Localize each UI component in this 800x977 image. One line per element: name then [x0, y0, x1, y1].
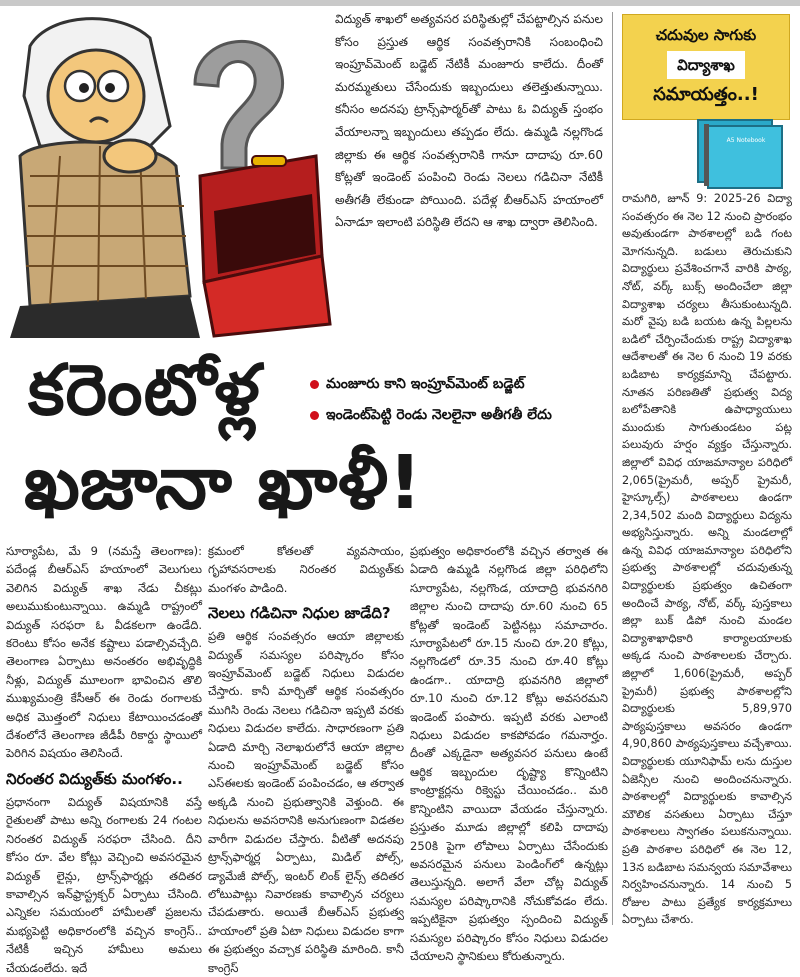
- red-bullet-icon: [310, 411, 319, 420]
- sidebar-title-highlight: విద్యాశాఖ: [667, 51, 745, 79]
- headline-line2: ఖజానా ఖాళీ!: [24, 440, 422, 526]
- col1-paragraph-2: ప్రధానంగా విద్యుత్ విషయానికి వస్తే రైతులతో పాటు అన్ని రంగాలకు 24 గంటల నిరంతర విద్యుత్ సరఫరా చేసింది. దీని కోసం రూ. వేల కోట్లు వెచ్చించి అవసరమైన విద్యుత్ లైన్లు, ట్రాన్స్‌ఫార్మర్లు తదితర కావాల్సిన ఇన్‌ఫ్రాస్ట్రక్చర్ ఏర్పాటు చేసింది. ఎన్నికల సమయంలో హామీలతో ప్రజలను మభ్యపెట్టి అధికారంలోకి వచ్చిన కాంగ్రెస్.. నేటికీ ఇచ్చిన హామీలు అమలు చేయడంలేదు. ఇదే: [6, 794, 202, 975]
- col3-paragraph-1: ప్రభుత్వం అధికారంలోకి వచ్చిన తర్వాత ఈ ఏడాది ఉమ్మడి నల్లగొండ జిల్లా పరిధిలోని సూర్యాపేట, నల్లగొండ, యాదాద్రి భువనగిరి జిల్లాల నుంచి దాదాపు రూ.60 నుంచి 65 కోట్లతో ఇండెంట్ పెట్టినట్లు సమాచారం. సూర్యాపేటలో రూ.15 నుంచి రూ.20 కోట్లు, నల్లగొండలో రూ.35 నుంచి రూ.40 కోట్లు ఉండగా.. యాదాద్రి భువనగిరి జిల్లాలో రూ.10 నుంచి రూ.12 కోట్లు అవసరమని ఇండెంట్ పంపారు. ఇప్పటి వరకు ఎలాంటి నిధులు విడుదల కాకపోవడం గమనార్హం. దీంతో ఎక్కడైనా అత్యవసర పనులు ఉంటే ఆర్థిక ఇబ్బందుల దృష్ట్యా కొన్నింటిని కాంట్రాక్టర్లను రిక్వెస్టు చేయించడం.. మరి కొన్నింటిని వాయిదా వేయడం చేస్తున్నారు. ప్రస్తుతం మూడు జిల్లాల్లో కలిపి దాదాపు 250కి పైగా లోపాలు ఏర్పాటు చేసేందుకు అవసరమైన పనులు పెండింగ్‌లో ఉన్నట్లు తెలుస్తున్నది. అలాగే వేలా చోట్ల విద్యుత్ సమస్యల పరిష్కారానికి నోచుకోవడం లేదు. ఇప్పటికైనా ప్రభుత్వం స్పందించి విద్యుత్ సమస్యల పరిష్కారం కోసం నిధులు విడుదల చేయాలని స్థానికులు కోరుతున్నారు.: [410, 544, 608, 963]
- col1-subheading: నిరంతర విద్యుత్‌కు మంగళం..: [6, 769, 183, 788]
- headline-line1: కరెంటోళ్ల: [28, 349, 261, 431]
- sidebar-title-line2: [623, 49, 789, 81]
- body-column-3: [410, 542, 608, 963]
- sidebar-article-body: రామగిరి, జూన్ 9: 2025-26 విద్యా సంవత్సరం ఈ నెల 12 నుంచి ప్రారంభం అవుతుండగా పాఠశాలల్లో బడి గంట మోగనున్నది. బడులు తెరుచుకుని విద్యార్థులు ప్రవేశించగానే వారికి పాఠ్య, నోట్, వర్క్ బుక్స్ అందించేలా జిల్లా విద్యాశాఖ చర్యలు తీసుకుంటున్నది. మరో వైపు బడి బయట ఉన్న పిల్లలను బడిలో చేర్పించేందుకు రాష్ట్ర విద్యాశాఖ ఆదేశాలతో ఈ నెల 6 నుంచి 19 వరకు బడిబాట కార్యక్రమాన్ని చేపట్టారు. నూతన పరిణతితో ప్రభుత్వ విద్య బలోపేతానికి ఉపాధ్యాయులు ముందుకు సాగుతుండటం పట్ల పలువురు హర్షం వ్యక్తం చేస్తున్నారు. జిల్లాలో వివిధ యాజమాన్యాల పరిధిలో 2,065(ప్రైమరీ, అప్పర్ ప్రైమరీ, హైస్కూల్స్) పాఠశాలలు ఉండగా 2,34,502 మంది విద్యార్థులు విద్యను అభ్యసిస్తున్నారు. అన్ని మండలాల్లో ఉన్న వివిధ యాజమాన్యాల పరిధిలోని ప్రభుత్వ పాఠశాలల్లో చదువుతున్న విద్యార్థులకు ప్రభుత్వం ఉచితంగా అందించే పాఠ్య, నోట్, వర్క్ పుస్తకాలు జిల్లా బుక్ డిపో నుంచి మండల విద్యాశాఖాధికారి కార్యాలయాలకు అక్కడ నుంచి పాఠశాలలకు చేర్చారు. జిల్లాలో 1,606(ప్రైమరీ, అప్పర్ ప్రైమరీ) ప్రభుత్వ పాఠశాలల్లోని విద్యార్థులకు 5,89,970 పాఠ్యపుస్తకాలు అవసరం ఉండగా 4,90,860 పాఠ్యపుస్తకాలు వచ్చేశాయి. విద్యార్థులకు యూనిఫామ్ లను దుస్తుల ఏజెన్సీల నుంచి అందించనున్నారు. పాఠశాలల్లో విద్యార్థులకు కావాల్సిన మౌలిక వసతులు ఏర్పాటు చేస్తూ పాఠశాలలు స్వాగతం పలుకనున్నాయి. ప్రతి పాఠశాల పరిధిలో ఈ నెల 12, 13న బడిబాట సమన్వయ సమావేశాలు నిర్వహించనున్నారు. 14 నుంచి 5 రోజుల పాటు ప్రత్యేక కార్యక్రమాలు ఏర్పాటు చేశారు.: [622, 192, 792, 927]
- body-column-1: [6, 542, 202, 975]
- col1-paragraph-1: సూర్యాపేట, మే 9 (నమస్తే తెలంగాణ): పదేండ్ల బీఆర్ఎస్ హయాంలో వెలుగులు వెలిగిన విద్యుత్ శాఖ నేడు చీకట్లు అలుముకుంటున్నాయి. ఉమ్మడి రాష్ట్రంలో విద్యుత్ సరఫరా ఓ వీడకలగా ఉండేది. కరెంటు కోసం అనేక కష్టాలు పడాల్సివచ్చేది. తెలంగాణ ఏర్పాటు అనంతరం అభివృద్ధికి నీళ్లు, విద్యుత్ మూలంగా భావించిన తొలి ముఖ్యమంత్రి కేసీఆర్ ఈ రెండు రంగాలకు అధిక మొత్తంలో నిధులు కేటాయించడంతో దేశంలోనే తెలంగాణ జీడీపీ రికార్డు స్థాయిలో పెరిగిన విషయం తెలిసిందే.: [6, 544, 202, 761]
- headline-bullet-2-text: ఇండెంట్‌పెట్టి రెండు నెలలైనా అతీగతీ లేదు: [326, 407, 552, 423]
- headline-bullet-2: [310, 405, 552, 425]
- headline-bullet-1-text: మంజూరు కాని ఇంప్రూవ్‌మెంట్ బడ్జెట్: [326, 376, 525, 392]
- intro-paragraph: విద్యుత్ శాఖలో అత్యవసర పరిస్థితుల్లో చేపట్టాల్సిన పనుల కోసం ప్రస్తుత ఆర్థిక సంవత్సరానికి సంబంధించి ఇంప్రూవ్‌మెంట్ బడ్జెట్ నేటికీ మంజూరు కాలేదు. దీంతో మరమ్మతులు చేసేందుకు ఇబ్బందులు తలెత్తుతున్నాయి. కనీసం అదనపు ట్రాన్స్‌ఫార్మర్‌తో పాటు ఓ విద్యుత్ స్తంభం వేయాలన్నా ఇబ్బందులు తప్పడం లేదు. ఉమ్మడి నల్లగొండ జిల్లాకు ఈ ఆర్థిక సంవత్సరానికి గానూ దాదాపు రూ.60 కోట్లతో ఇండెంట్ పంపించి రెండు నెలలు గడిచినా నేటికీ అతీగతీ లేకుండా పోయింది. పదేళ్ల బీఆర్ఎస్ హయాంలో ఏనాడూ ఇలాంటి పరిస్థితి లేదని ఆ శాఖ ద్వారా తెలిసింది.: [335, 12, 603, 230]
- sidebar-title-line3: సమాయత్తం..!: [653, 84, 759, 105]
- sidebar-title-box: [622, 14, 790, 120]
- col2-subheading: నెలలు గడిచినా నిధుల జాడేది?: [208, 604, 391, 623]
- red-bullet-icon: [310, 380, 319, 389]
- col2-paragraph-2: ప్రతి ఆర్థిక సంవత్సరం ఆయా జిల్లాలకు విద్యుత్ సమస్యల పరిష్కారం కోసం ఇంప్రూవ్‌మెంట్ బడ్జెట్ నిధులు విడుదల చేస్తారు. కానీ మార్చితో ఆర్థిక సంవత్సరం ముగిసి రెండు నెలలు గడిచినా ఇప్పటి వరకు నిధులు విడుదల కాలేదు. సాధారణంగా ప్రతి ఏడాది మార్చి నెలాఖరులోనే ఆయా జిల్లాల నుంచి ఇంప్రూవ్‌మెంట్ బడ్జెట్ కోసం ఎస్ఈలకు ఇండెంట్ పంపించడం, ఆ తర్వాత అక్కడి నుంచి ప్రభుత్వానికి వెళ్తుంది. ఈ నిధులను అవసరానికి అనుగుణంగా విడతల వారీగా విడుదల చేస్తారు. వీటితో అదనపు ట్రాన్స్‌ఫార్మర్ల ఏర్పాటు, మిడిల్ పోల్స్, డ్యామేజీ పోల్స్, ఇంటర్ లింక్ లైన్స్ తదితర లోటుపాట్లు నివారణకు కావాల్సిన చర్యలు చేపడుతారు. అయితే బీఆర్ఎస్ ప్రభుత్వ హయాంలో ప్రతి ఏటా నిధులు విడుదల కాగా ఈ ప్రభుత్వం వచ్చాక పరిస్థితి మారింది. కానీ కాంగ్రెస్: [208, 629, 404, 975]
- sidebar-article: [622, 190, 792, 927]
- empty-suitcase-icon: [200, 156, 330, 336]
- worried-man-suitcase-illustration: [0, 6, 340, 338]
- intro-column: [335, 8, 603, 344]
- headline-bullet-1: [310, 374, 525, 394]
- col2-paragraph-1: క్రమంలో కోతలతో వ్యవసాయం, గృహావసరాలకు నిరంతర విద్యుత్‌కు మంగళం పాడింది.: [208, 544, 404, 595]
- sidebar-title-line1: చదువుల సాగుకు: [655, 26, 757, 44]
- notebook-label: A5 Notebook: [726, 137, 766, 144]
- body-column-2: [208, 542, 404, 975]
- worried-man-figure: [10, 19, 200, 338]
- notebook-image: [690, 116, 790, 194]
